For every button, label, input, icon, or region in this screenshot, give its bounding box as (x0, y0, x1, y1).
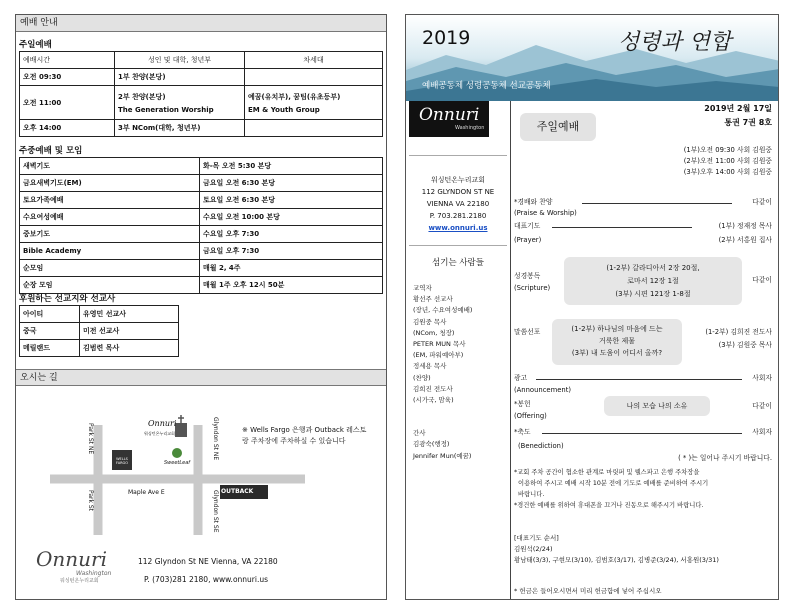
weekday-worship-title: 주중예배 및 모임 (19, 146, 83, 156)
weekday-table (19, 157, 383, 294)
staff-line: PETER MUN 목사 (413, 340, 466, 349)
order-prayer-who2: (2부) 서홍원 집사 (718, 236, 772, 244)
sermon-title: 거룩한 제물 (598, 337, 636, 345)
mission-name: 유영민 선교사 (80, 306, 179, 323)
order-prayer-who1: (1부) 정재정 목사 (718, 222, 772, 230)
location-map (20, 395, 375, 595)
prayer-order-line: 김원석(2/24) (514, 545, 553, 553)
map-outback-label: OUTBACK (221, 488, 254, 495)
prayer-order-title: [대표기도 순서] (514, 534, 559, 542)
footer-contact: P. (703)281 2180, www.onnuri.us (144, 575, 269, 584)
church-info-line: VIENNA VA 22180 (426, 200, 490, 208)
order-call: *경배와 찬양 (514, 198, 553, 206)
weekday-name: 순모임 (20, 260, 200, 277)
service-time: (3부)오후 14:00 사회 김원중 (683, 168, 772, 176)
street-glyndon-ne: Glyndon St NE (212, 417, 219, 461)
leader-line (552, 227, 692, 228)
map-bank-label: WELLS FARGO (116, 457, 128, 465)
order-sermon: 말씀선포 (514, 328, 541, 336)
staff-list (413, 283, 507, 462)
scripture-ref: (1-2부) 갈라디아서 2장 20절, (606, 264, 700, 272)
missions-table (19, 305, 179, 357)
order-scripture-en: (Scripture) (514, 284, 551, 292)
mission-place: 메릴랜드 (20, 340, 80, 357)
order-call-who: 다같이 (752, 198, 772, 206)
worship-time: 오후 14:00 (20, 120, 115, 137)
weekday-when: 수요일 오전 10:00 본당 (200, 209, 383, 226)
staff-line: 정세용 목사 (413, 362, 447, 371)
worship-next (245, 69, 383, 86)
weekday-when: 금요일 오후 7:30 (200, 243, 383, 260)
worship-adult (115, 86, 245, 120)
worship-next (245, 120, 383, 137)
weekday-when: 매월 1주 오후 12시 50분 (200, 277, 383, 294)
weekday-name: 토요가족예배 (20, 192, 200, 209)
section-header-directions: 오시는 길 (16, 369, 386, 386)
logo-box (409, 101, 489, 137)
service-time: (1부)오전 09:30 사회 김원중 (683, 146, 772, 154)
staff-line: 김광숙(행정) (413, 440, 450, 449)
leader-line (582, 203, 732, 204)
offering-song-box: 나의 모습 나의 소유 (604, 396, 710, 416)
year: 2019 (422, 27, 471, 49)
street-park-se: Park St (87, 490, 94, 512)
weekday-when: 수요일 오후 7:30 (200, 226, 383, 243)
banner-text: 예배공동체 성령공동체 선교공동체 (422, 81, 551, 91)
worship-adult: 3부 NCom(대학, 청년부) (115, 120, 245, 137)
notice-line: *경건한 예배를 위하여 휴대폰을 끄거나 진동으로 해주시기 바랍니다. (514, 502, 704, 509)
bulletin-date: 2019년 2월 17일 (704, 104, 772, 113)
order-announce-who: 사회자 (752, 374, 772, 382)
worship-adult-line2: The Generation Worship (118, 105, 214, 114)
map-church-label: Onnuri (148, 419, 177, 428)
col-header-adult: 성인 및 대학, 청년부 (115, 52, 245, 69)
sunday-worship-table (19, 51, 383, 137)
weekday-name: Bible Academy (20, 243, 200, 260)
order-announce-en: (Announcement) (514, 386, 572, 394)
service-time: (2부)오전 11:00 사회 김원중 (683, 157, 772, 165)
sunday-worship-title: 주일예배 (19, 40, 52, 50)
weekday-name: 중보기도 (20, 226, 200, 243)
church-info (409, 155, 507, 234)
worship-next-line2: EM & Youth Group (248, 105, 320, 114)
service-times (684, 145, 772, 178)
order-scripture-who: 다같이 (752, 276, 772, 284)
worship-next (245, 86, 383, 120)
mission-name: 김범련 목사 (80, 340, 179, 357)
church-info-line: P. 703.281.2180 (429, 212, 487, 220)
worship-adult: 1부 찬양(본당) (115, 69, 245, 86)
order-scripture: 성경봉독 (514, 272, 541, 280)
staff-line: (시가국, 맘육) (413, 396, 454, 405)
sermon-box (552, 319, 682, 365)
worship-next-line1: 예꿈(유치부), 꿈팀(유초등부) (248, 92, 341, 101)
section-header-worship-guide: 예배 안내 (16, 15, 386, 32)
footer-logo-sub: Washington (76, 570, 112, 577)
worship-adult-line1: 2부 찬양(본당) (118, 92, 166, 101)
weekday-when: 토요일 오전 6:30 본당 (200, 192, 383, 209)
standing-note: ( * )는 일어나 주시기 바랍니다. (678, 454, 772, 462)
logo-text: Onnuri (419, 105, 480, 125)
staff-line: 김원중 목사 (413, 317, 447, 326)
leader-line (536, 379, 742, 380)
order-bene: *축도 (514, 428, 531, 436)
staff-line: (장년, 수요여성예배) (413, 306, 473, 315)
weekday-name: 순장 모임 (20, 277, 200, 294)
right-panel (405, 14, 779, 600)
order-call-en: (Praise & Worship) (514, 209, 577, 217)
staff-line: (EM, 파워예아부) (413, 351, 464, 360)
order-prayer: 대표기도 (514, 222, 541, 230)
leader-line (542, 433, 742, 434)
mission-place: 중국 (20, 323, 80, 340)
website-link[interactable]: www.onnuri.us (428, 224, 488, 232)
worship-time: 오전 11:00 (20, 86, 115, 120)
order-offering-en: (Offering) (514, 412, 547, 420)
parking-note: ※ Wells Fargo 은행과 Outback 레스토랑 주차장에 주차하실 수 있습니다 (242, 426, 367, 445)
mission-place: 아이티 (20, 306, 80, 323)
order-offering: *봉헌 (514, 400, 531, 408)
street-maple: Maple Ave E (128, 489, 165, 496)
scripture-box (564, 257, 742, 305)
bulletin-issue: 통권 7권 8호 (724, 118, 772, 127)
weekday-name: 새벽기도 (20, 158, 200, 175)
order-prayer-en: (Prayer) (514, 236, 542, 244)
column-divider (510, 101, 511, 600)
worship-time: 오전 09:30 (20, 69, 115, 86)
order-sermon-who1: (1-2부) 김희진 전도사 (705, 328, 772, 336)
prayer-order (514, 533, 776, 566)
missions-title: 후원하는 선교지와 선교사 (19, 294, 116, 304)
col-header-time: 예배시간 (20, 52, 115, 69)
church-building-icon (175, 423, 187, 437)
order-sermon-who2: (3부) 김원중 목사 (718, 341, 772, 349)
footer-address: 112 Glyndon St NE Vienna, VA 22180 (138, 557, 278, 566)
scripture-ref: (3부) 시편 121장 1-8절 (615, 290, 691, 298)
notice-line: 이용하여 주시고 예배 시작 10분 전에 기도로 예배를 준비하여 주시기 (518, 480, 709, 487)
offering-footnote: * 헌금은 들어오시면서 미리 헌금함에 넣어 주십시오 (514, 587, 662, 595)
church-info-line: 112 GLYNDON ST NE (421, 188, 495, 196)
staff-line: 황선주 선교사 (413, 295, 453, 304)
street-park-ne: Park St NE (87, 423, 94, 455)
prayer-order-line: 황남태(3/3), 구현모(3/10), 김범호(3/17), 김병준(3/24), 서홍원(3/31) (514, 556, 719, 564)
church-info-line: 워싱턴온누리교회 (430, 176, 486, 184)
order-bene-en: (Benediction) (518, 442, 564, 450)
street-glyndon-se: Glyndon St SE (212, 490, 219, 533)
staff-line: 김희진 전도사 (413, 384, 453, 393)
notice-line: *교회 주차 공간이 협소한 관계로 마릿퍼 및 웰스파고 은행 주차장을 (514, 469, 700, 476)
map-church-sub: 워싱턴온누리교회 (144, 431, 175, 436)
staff-line: (NCom, 청장) (413, 328, 455, 337)
mission-name: 미전 선교사 (80, 323, 179, 340)
order-offering-who: 다같이 (752, 402, 772, 410)
weekday-name: 금요새벽기도(EM) (20, 175, 200, 192)
theme-title: 성령과 연합 (618, 30, 732, 55)
weekday-when: 금요일 오전 6:30 본당 (200, 175, 383, 192)
weekday-when: 화-목 오전 5:30 본당 (200, 158, 383, 175)
scripture-ref: 로마서 12장 1절 (627, 277, 679, 285)
notice-line: 바랍니다. (518, 491, 545, 498)
service-label: 주일예배 (520, 113, 596, 141)
staff-line: 교역자 (413, 284, 432, 292)
weekday-when: 매월 2, 4주 (200, 260, 383, 277)
sermon-title: (3부) 내 도움이 어디서 올까? (571, 349, 663, 357)
staff-line: (찬양) (413, 373, 431, 382)
order-bene-who: 사회자 (752, 428, 772, 436)
weekday-name: 수요여성예배 (20, 209, 200, 226)
staff-line: Jennifer Mun(예꿈) (413, 451, 472, 460)
sermon-title: (1-2부) 하나님의 마음에 드는 (571, 325, 663, 333)
sweetleaf-icon (172, 448, 182, 458)
col-header-next-gen: 차세대 (245, 52, 383, 69)
footer-logo-sub2: 워싱턴온누리교회 (60, 578, 99, 584)
staff-header: 섬기는 사람들 (409, 245, 507, 268)
map-sweetleaf-label: SweetLeaf (164, 460, 191, 466)
staff-line: 간사 (413, 429, 426, 438)
logo-sub: Washington (455, 125, 485, 131)
footer-logo: Onnuri (36, 547, 107, 571)
order-announce: 광고 (514, 374, 528, 382)
notices (514, 467, 776, 511)
